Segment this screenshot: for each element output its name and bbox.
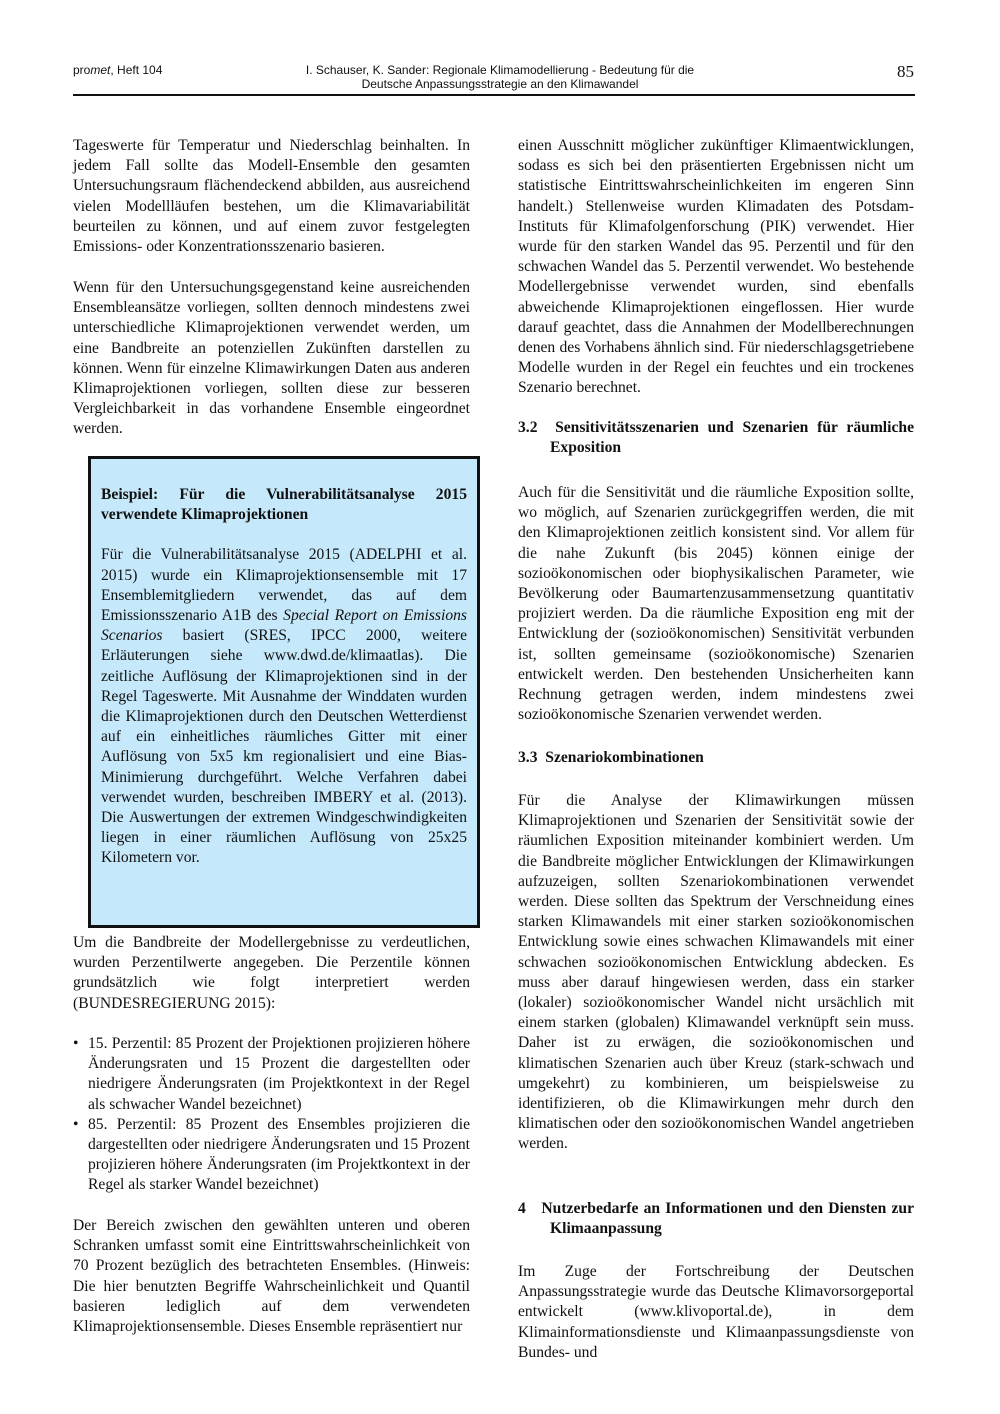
right-paragraph-2: Auch für die Sensitivität und die räumliche Exposition sollte, wo möglich, auf Szenarien zurückgegriffen werden, die mit den Klimaprojektionen zeitlich konsistent sind. Vor allem für die nahe Zukunft (bis 2045) können einige der sozioökonomischen oder biophysikalischen Parameter, wie Bevölkerung oder Baumartenzusammensetzung quantitativ projiziert werden. Da die räumliche Exposition eng mit der Entwicklung der (sozioökonomischen) Sensitivität verbunden ist, sollten gemeinsame (sozioökonomische) Szenarien entwickelt werden. Den bestehenden Unsicherheiten kann Rechnung getragen werden, indem mindestens zwei sozioökonomische Szenarien verwendet werden. [518, 484, 914, 724]
section-heading-4: 4 Nutzerbedarfe an Informationen und den Diensten zur Klimaanpassung [518, 1200, 914, 1238]
list-item: • 15. Perzentil: 85 Prozent der Projektionen projizieren höhere Änderungsraten und 15 Prozent die dargestellten oder niedrigere Änderungsraten (im Projektkontext in der Regel als schwacher Wandel bezeichnet) [73, 1034, 470, 1115]
section-heading-3-3: 3.3 Szenariokombinationen [518, 749, 704, 766]
journal-name: promet, Heft 104 [73, 63, 163, 77]
example-box [88, 456, 480, 928]
right-paragraph-3: Für die Analyse der Klimawirkungen müssen Klimaprojektionen und Szenarien der Sensitivität sowie der räumlichen Exposition miteinander kombiniert werden. Um die Bandbreite möglicher Entwicklungen der Klimawirkungen aufzuzeigen, sollten Szenariokombinationen verwendet werden. Diese sollten das Spektrum der Verschneidung eines starken Klimawandels mit einer starken sozioökonomischen Entwicklung sowie eines schwachen Klimawandels mit einer schwachen sozioökonomischen Entwicklung abdecken. Es muss aber darauf hingewiesen werden, dass ein starker (lokaler) sozioökonomischer Wandel nicht ursächlich mit einem starken (globalen) Klimawandel verknüpft sein muss. Daher ist zu erwägen, die sozioökonomischen und klimatischen Szenarien auch über Kreuz (stark-schwach und umgekehrt) zu kombinieren, um beispielsweise zu identifizieren, ob die Klimawirkungen mehr durch den klimatischen oder den sozioökonomischen Wandel angetrieben werden. [518, 792, 914, 1153]
section-heading-3-2: 3.2 Sensitivitätsszenarien und Szenarien für räumliche Exposition [518, 419, 914, 457]
example-box-title: Beispiel: Für die Vulnerabilitätsanalyse 2015 verwendete Klimaprojektionen [101, 486, 467, 524]
percentile-list [73, 1034, 470, 1196]
left-paragraph-4: Der Bereich zwischen den gewählten unteren und oberen Schranken umfasst somit eine Eintrittswahrscheinlichkeit von 70 Prozent bezüglich des betrachteten Ensembles. (Hinweis: Die hier benutzten Begriffe Wahrscheinlichkeit und Quantil basieren lediglich auf dem verwendeten Klimaprojektionsensemble. Dieses Ensemble repräsentiert nur [73, 1217, 470, 1336]
page-number: 85 [897, 62, 914, 81]
left-paragraph-1: Tageswerte für Temperatur und Niederschlag beinhalten. In jedem Fall sollte das Modell-Ensemble den gesamten Untersuchungsraum flächendeckend abbilden, aus ausreichend vielen Modellläufen bestehen, um die Klimavariabilität beurteilen zu können, und auf einem zuvor festgelegten Emissions- oder Konzentrationsszenario basieren. [73, 137, 470, 256]
left-paragraph-2: Wenn für den Untersuchungsgegenstand keine ausreichenden Ensembleansätze vorliegen, sollten dennoch mindestens zwei unterschiedliche Klimaprojektionen verwendet werden, um eine Bandbreite an potenziellen Zukünften darstellen zu können. Wenn für einzelne Klimawirkungen Daten aus anderen Klimaprojektionen vorliegen, sollten diese zur besseren Vergleichbarkeit in das vorhandene Ensemble eingeordnet werden. [73, 279, 470, 438]
header-rule [73, 94, 915, 96]
left-paragraph-3: Um die Bandbreite der Modellergebnisse zu verdeutlichen, wurden Perzentilwerte angegeben. Die Perzentile können grundsätzlich wie folgt interpretiert werden (BUNDESREGIERUNG 2015): [73, 934, 470, 1012]
right-paragraph-4: Im Zuge der Fortschreibung der Deutschen Anpassungsstrategie wurde das Deutsche Klimavorsorgeportal entwickelt (www.klivoportal.de), in dem Klimainformationsdienste und Klimaanpassungsdienste von Bundes- und [518, 1263, 914, 1361]
right-paragraph-1: einen Ausschnitt möglicher zukünftiger Klimaentwicklungen, sodass es sich bei den präsentierten Ergebnissen nicht um statistische Eintrittswahrscheinlichkeiten im engeren Sinn handelt.) Stellenweise wurden Klimadaten des Potsdam-Instituts für Klimafolgenforschung (PIK) verwendet. Hier wurde für den starken Wandel das 95. Perzentil und für den schwachen Wandel das 5. Perzentil verwendet. Wo bestehende Modellergebnisse verwendet wurden, sind ebenfalls abweichende Klimaprojektionen eingeflossen. Hier wurde darauf geachtet, dass die Annahmen der Modellberechnungen denen des Vorhabens ähnlich sind. Für niederschlagsgetriebene Modelle wurden in der Regel ein feuchtes und ein trockenes Szenario berechnet. [518, 137, 914, 397]
list-item: • 85. Perzentil: 85 Prozent des Ensembles projizieren die dargestellten oder niedrigere Änderungsraten und 15 Prozent projizieren höhere Änderungsraten (im Projektkontext in der Regel als starker Wandel bezeichnet) [73, 1115, 470, 1196]
running-title: I. Schauser, K. Sander: Regionale Klimamodellierung - Bedeutung für die Deutsche Anpassungsstrategie an den Klimawandel [305, 63, 695, 91]
example-box-text: Für die Vulnerabilitätsanalyse 2015 (ADELPHI et al. 2015) wurde ein Klimaprojektionsensemble mit 17 Ensemblemitgliedern verwendet, das auf dem Emissionsszenario A1B des Special Report on Emissions Scenarios basiert (SRES, IPCC 2000, weitere Erläuterungen siehe www.dwd.de/klimaatlas). Die zeitliche Auflösung der Klimaprojektionen sind in der Regel Tageswerte. Mit Ausnahme der Winddaten wurden die Klimaprojektionen durch den Deutschen Wetterdienst auf ein einheitliches räumliches Gitter mit einer Auflösung von 5x5 km regionalisiert und eine Bias-Minimierung durchgeführt. Welche Verfahren dabei verwendet wurden, beschreiben IMBERY et al. (2013). Die Auswertungen der extremen Windgeschwindigkeiten liegen in einer räumlichen Auflösung von 25x25 Kilometern vor. [101, 546, 467, 867]
